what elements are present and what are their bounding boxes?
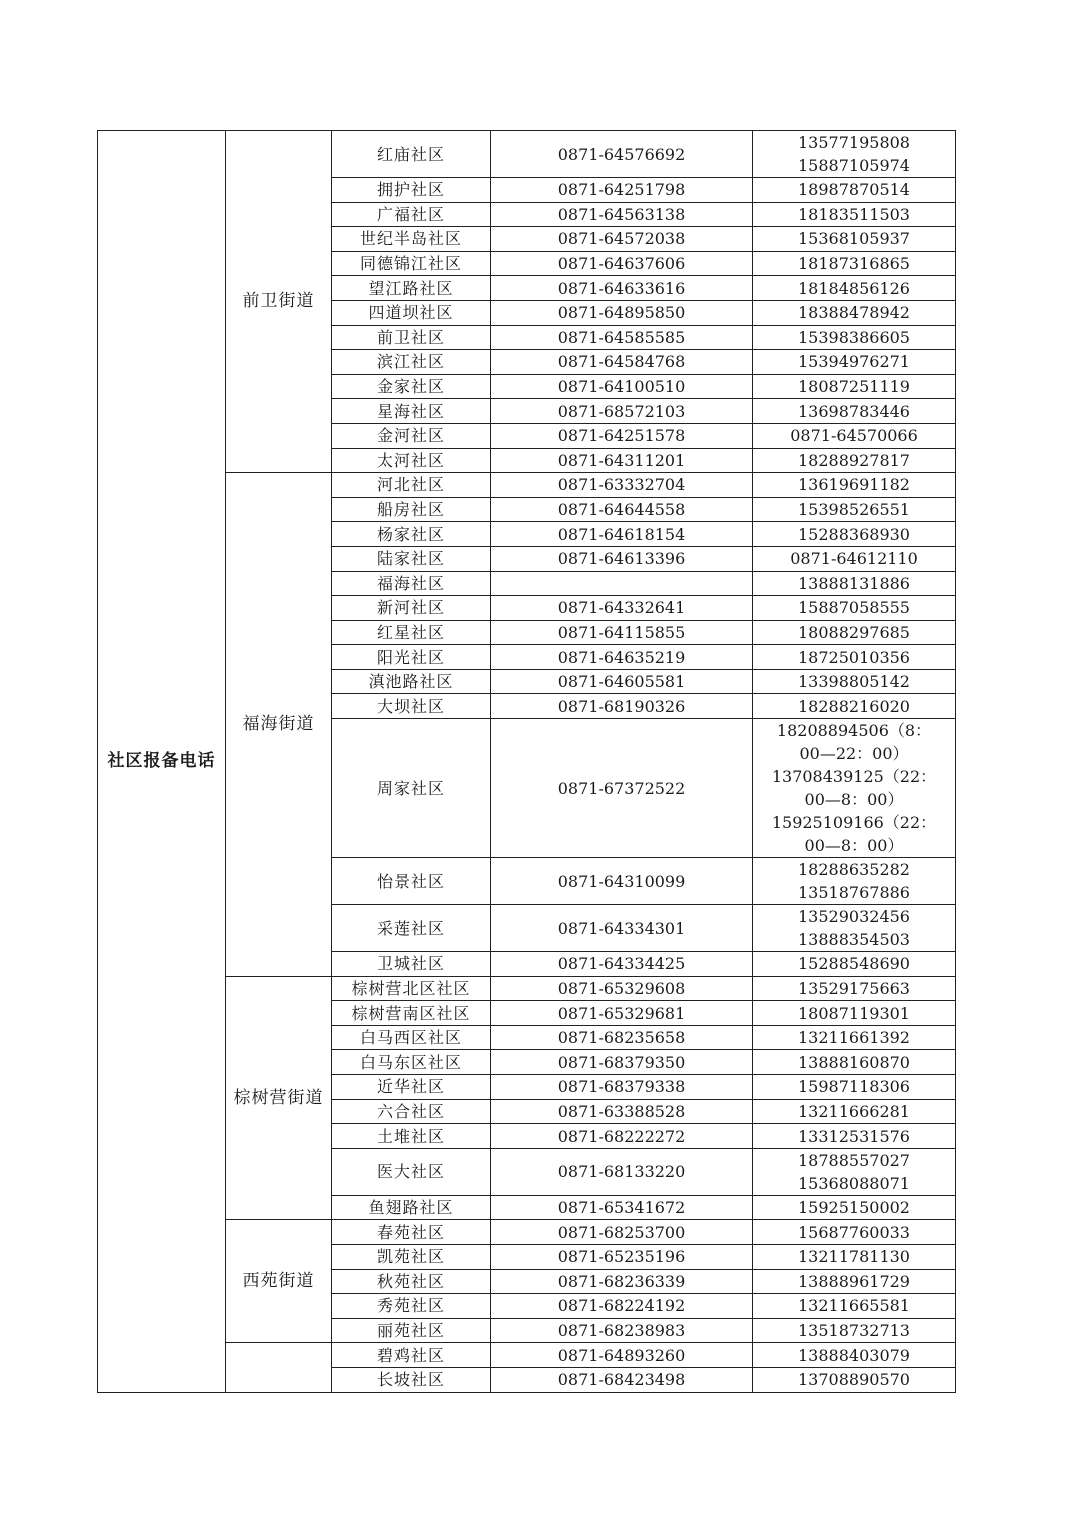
mobile-phone-line: 18187316865 [798,254,910,274]
community-name: 世纪半岛社区 [332,227,491,252]
mobile-phone-line: 0871-64570066 [790,426,918,446]
office-phone: 0871-64100510 [491,374,753,399]
mobile-phone [753,719,956,858]
mobile-phone-line: 18288927817 [798,450,910,470]
office-phone: 0871-65235196 [491,1245,753,1270]
mobile-phone [753,1050,956,1075]
mobile-phone [753,976,956,1001]
mobile-phone [753,423,956,448]
office-phone: 0871-68379350 [491,1050,753,1075]
community-name: 太河社区 [332,448,491,473]
community-name: 鱼翅路社区 [332,1195,491,1220]
office-phone: 0871-68222272 [491,1124,753,1149]
community-name: 周家社区 [332,719,491,858]
office-phone: 0871-64251798 [491,178,753,203]
mobile-phone [753,1343,956,1368]
office-phone: 0871-68236339 [491,1269,753,1294]
mobile-phone-line: 18288216020 [798,696,910,716]
mobile-phone [753,473,956,498]
community-name: 同德锦江社区 [332,251,491,276]
office-phone: 0871-64895850 [491,300,753,325]
mobile-phone-line: 13619691182 [798,475,910,495]
community-name: 拥护社区 [332,178,491,203]
office-phone: 0871-64637606 [491,251,753,276]
mobile-phone [753,399,956,424]
community-name: 近华社区 [332,1075,491,1100]
mobile-phone [753,325,956,350]
community-name: 福海社区 [332,571,491,596]
mobile-phone [753,350,956,375]
community-name: 陆家社区 [332,546,491,571]
mobile-phone [753,1367,956,1392]
mobile-phone-line: 15368088071 [798,1173,910,1193]
office-phone: 0871-64585585 [491,325,753,350]
mobile-phone-line: 13211661392 [798,1028,910,1048]
office-phone: 0871-64605581 [491,669,753,694]
mobile-phone-line: 0871-64612110 [790,549,918,569]
mobile-phone [753,131,956,178]
mobile-phone-line: 15925109166（22： [771,813,937,833]
community-name: 丽苑社区 [332,1318,491,1343]
community-name: 白马东区社区 [332,1050,491,1075]
mobile-phone-line: 15887058555 [798,598,910,618]
mobile-phone-line: 18183511503 [798,204,910,224]
office-phone: 0871-64310099 [491,858,753,905]
community-name: 前卫社区 [332,325,491,350]
mobile-phone [753,497,956,522]
mobile-phone-line: 13211665581 [798,1296,910,1316]
mobile-phone-line: 18788557027 [798,1150,910,1170]
mobile-phone [753,1148,956,1195]
community-name: 怡景社区 [332,858,491,905]
office-phone: 0871-64563138 [491,202,753,227]
office-phone: 0871-64635219 [491,645,753,670]
mobile-phone-line: 15394976271 [798,352,910,372]
mobile-phone-line: 13888131886 [798,573,910,593]
mobile-phone [753,1099,956,1124]
mobile-phone-line: 15687760033 [798,1222,910,1242]
office-phone: 0871-64334301 [491,905,753,952]
mobile-phone-line: 15987118306 [798,1077,910,1097]
office-phone: 0871-64633616 [491,276,753,301]
mobile-phone-line: 13698783446 [798,401,910,421]
office-phone: 0871-68235658 [491,1025,753,1050]
mobile-phone [753,858,956,905]
table-row [98,1343,956,1368]
mobile-phone-line: 13577195808 [798,133,910,152]
mobile-phone-line: 13529032456 [798,907,910,927]
mobile-phone [753,1195,956,1220]
community-name: 卫城社区 [332,952,491,977]
mobile-phone [753,276,956,301]
office-phone: 0871-68224192 [491,1294,753,1319]
office-phone: 0871-68253700 [491,1220,753,1245]
mobile-phone-line: 18088297685 [798,622,910,642]
mobile-phone [753,1294,956,1319]
office-phone: 0871-68423498 [491,1367,753,1392]
community-name: 河北社区 [332,473,491,498]
community-name: 碧鸡社区 [332,1343,491,1368]
table-row [98,473,956,498]
table-body [98,131,956,1393]
community-name: 四道坝社区 [332,300,491,325]
mobile-phone [753,251,956,276]
community-name: 秋苑社区 [332,1269,491,1294]
mobile-phone-line: 13211666281 [798,1101,910,1121]
office-phone: 0871-64613396 [491,546,753,571]
mobile-phone-line: 15887105974 [798,156,910,175]
mobile-phone-line: 18087119301 [798,1003,910,1023]
mobile-phone-line: 13211781130 [798,1247,910,1267]
office-phone: 0871-65329681 [491,1001,753,1026]
mobile-phone [753,669,956,694]
community-name: 星海社区 [332,399,491,424]
mobile-phone [753,227,956,252]
community-name: 广福社区 [332,202,491,227]
community-name: 棕树营北区社区 [332,976,491,1001]
community-name: 春苑社区 [332,1220,491,1245]
community-name: 长坡社区 [332,1367,491,1392]
community-name: 杨家社区 [332,522,491,547]
office-phone: 0871-67372522 [491,719,753,858]
community-name: 望江路社区 [332,276,491,301]
office-phone: 0871-63388528 [491,1099,753,1124]
mobile-phone [753,1025,956,1050]
office-phone: 0871-68238983 [491,1318,753,1343]
mobile-phone [753,300,956,325]
table-row [98,976,956,1001]
office-phone: 0871-68133220 [491,1148,753,1195]
mobile-phone-line: 00—8：00） [804,790,904,810]
mobile-phone [753,448,956,473]
mobile-phone-line: 18184856126 [798,278,910,298]
office-phone: 0871-65341672 [491,1195,753,1220]
office-phone: 0871-64644558 [491,497,753,522]
mobile-phone [753,571,956,596]
community-name: 六合社区 [332,1099,491,1124]
mobile-phone [753,1220,956,1245]
mobile-phone-line: 18087251119 [798,377,910,397]
community-name: 阳光社区 [332,645,491,670]
mobile-phone [753,596,956,621]
mobile-phone-line: 13888160870 [798,1052,910,1072]
mobile-phone-line: 15288548690 [798,954,910,974]
mobile-phone [753,178,956,203]
office-phone: 0871-64332641 [491,596,753,621]
community-name: 采莲社区 [332,905,491,952]
mobile-phone [753,1075,956,1100]
mobile-phone-line: 13518767886 [798,883,910,903]
mobile-phone-line: 15925150002 [798,1198,910,1218]
mobile-phone [753,905,956,952]
mobile-phone [753,522,956,547]
office-phone: 0871-64334425 [491,952,753,977]
street-name [226,1343,332,1392]
community-phone-table [97,130,956,1393]
office-phone [491,571,753,596]
mobile-phone-line: 15368105937 [798,229,910,249]
mobile-phone-line: 18725010356 [798,647,910,667]
community-name: 秀苑社区 [332,1294,491,1319]
street-name: 前卫街道 [226,131,332,473]
mobile-phone-line: 13708890570 [798,1370,910,1390]
mobile-phone-line: 15398386605 [798,327,910,347]
street-name: 棕树营街道 [226,976,332,1220]
mobile-phone [753,620,956,645]
mobile-phone [753,694,956,719]
mobile-phone-line: 13529175663 [798,978,910,998]
office-phone: 0871-64584768 [491,350,753,375]
office-phone: 0871-65329608 [491,976,753,1001]
office-phone: 0871-64311201 [491,448,753,473]
mobile-phone-line: 13888961729 [798,1271,910,1291]
community-name: 金家社区 [332,374,491,399]
table-row [98,131,956,178]
mobile-phone [753,374,956,399]
mobile-phone-line: 13888403079 [798,1345,910,1365]
community-name: 棕树营南区社区 [332,1001,491,1026]
mobile-phone [753,1001,956,1026]
community-name: 白马西区社区 [332,1025,491,1050]
office-phone: 0871-68572103 [491,399,753,424]
office-phone: 0871-64618154 [491,522,753,547]
office-phone: 0871-63332704 [491,473,753,498]
mobile-phone-line: 13518732713 [798,1321,910,1341]
mobile-phone [753,952,956,977]
community-name: 红庙社区 [332,131,491,178]
community-name: 红星社区 [332,620,491,645]
mobile-phone-line: 18987870514 [798,180,910,200]
mobile-phone [753,546,956,571]
mobile-phone-line: 13312531576 [798,1126,910,1146]
mobile-phone [753,202,956,227]
mobile-phone-line: 00—22：00） [799,744,909,764]
community-name: 凯苑社区 [332,1245,491,1270]
community-name: 滇池路社区 [332,669,491,694]
community-name: 船房社区 [332,497,491,522]
office-phone: 0871-64893260 [491,1343,753,1368]
mobile-phone-line: 00—8：00） [804,836,904,856]
mobile-phone-line: 18388478942 [798,303,910,323]
office-phone: 0871-64251578 [491,423,753,448]
mobile-phone [753,1269,956,1294]
community-name: 金河社区 [332,423,491,448]
community-name: 新河社区 [332,596,491,621]
community-name: 滨江社区 [332,350,491,375]
mobile-phone-line: 13708439125（22： [771,767,937,787]
table-row [98,1220,956,1245]
office-phone: 0871-68379338 [491,1075,753,1100]
office-phone: 0871-64115855 [491,620,753,645]
community-name: 医大社区 [332,1148,491,1195]
office-phone: 0871-68190326 [491,694,753,719]
office-phone: 0871-64572038 [491,227,753,252]
mobile-phone [753,1245,956,1270]
mobile-phone-line: 13398805142 [798,672,910,692]
mobile-phone [753,1318,956,1343]
community-name: 大坝社区 [332,694,491,719]
mobile-phone-line: 15398526551 [798,500,910,520]
category-label: 社区报备电话 [98,131,226,1393]
mobile-phone-line: 18208894506（8： [776,721,932,741]
mobile-phone-line: 18288635282 [798,860,910,880]
street-name: 福海街道 [226,473,332,977]
street-name: 西苑街道 [226,1220,332,1343]
mobile-phone [753,645,956,670]
mobile-phone [753,1124,956,1149]
mobile-phone-line: 13888354503 [798,930,910,950]
mobile-phone-line: 15288368930 [798,524,910,544]
office-phone: 0871-64576692 [491,131,753,178]
community-name: 土堆社区 [332,1124,491,1149]
